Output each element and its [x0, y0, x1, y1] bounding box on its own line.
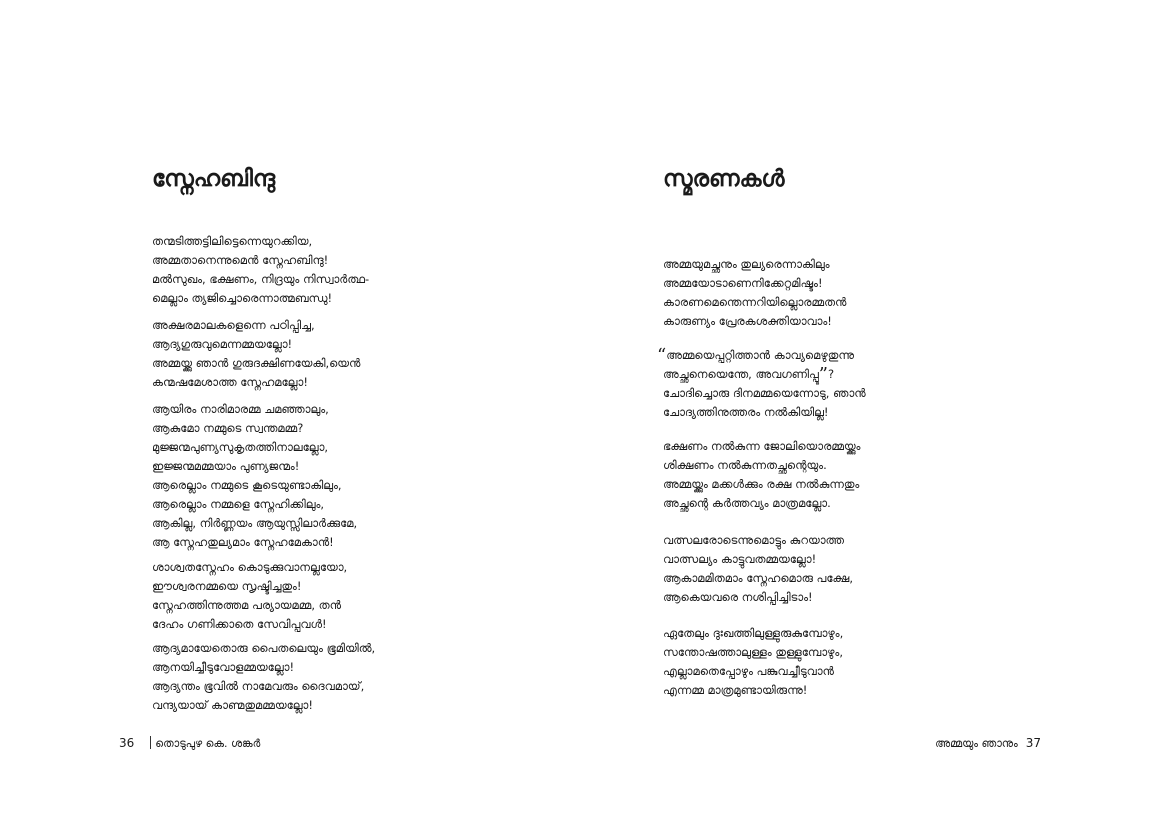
verse-line: ആനയിച്ചീടുവോളമ്മയല്ലോ! — [152, 660, 295, 674]
verse-line: ആകാമമിതമാം സ്നേഹമൊരു പക്ഷേ, — [663, 571, 853, 585]
verse-line: ആരെല്ലാം നമ്മളെ സ്നേഹിക്കിലും, — [152, 497, 325, 511]
stanza — [152, 558, 347, 634]
verse-line: ആകില്ല, നിർണ്ണയം ആയുസ്സിലാർക്കുമേ, — [152, 516, 358, 530]
verse-line: സന്തോഷത്താലുള്ളം തുള്ളുമ്പോഴും, — [663, 645, 844, 659]
verse-line: ചോദിച്ചൊരു ദിനമമ്മയെന്നോടു, ഞാൻ — [663, 386, 866, 400]
verse-line: വത്സലരോടെന്നുമൊട്ടും കുറയാത്ത — [663, 533, 844, 547]
verse-line: മൽസുഖം, ഭക്ഷണം, നിദ്രയും നിസ്വാർത്ഥ- — [152, 272, 370, 286]
stanza — [663, 437, 861, 513]
verse-line: ശിക്ഷണം നൽകുന്നതച്ഛന്റെയും. — [663, 458, 827, 472]
stanza — [152, 639, 375, 715]
stanza — [152, 400, 329, 476]
running-title: അമ്മയും ഞാനും — [935, 737, 1018, 750]
verse-line: ചോദ്യത്തിനുത്തരം നൽകിയില്ല! — [663, 405, 829, 419]
verse-line — [657, 365, 866, 384]
verse-line: അച്ഛന്റെ കർത്തവ്യം മാത്രമല്ലോ. — [663, 496, 831, 510]
footer-divider — [150, 736, 151, 749]
verse-line: ഈശ്വരനമ്മയെ സൃഷ്ടിച്ചതും! — [152, 579, 302, 593]
verse-text: അമ്മയെപ്പറ്റിത്താൻ കാവ്യമെഴുതുന്നു — [666, 348, 854, 362]
stanza — [152, 232, 369, 308]
verse-line: സ്നേഹത്തിന്നുത്തമ പര്യായമമ്മ, തൻ — [152, 598, 342, 612]
verse-line: ആദ്യഗുരുവുമെന്നമ്മയല്ലോ! — [152, 337, 293, 351]
open-quote: “ — [657, 345, 667, 366]
page-number: 36 — [119, 736, 135, 750]
stanza — [152, 476, 357, 552]
verse-line: മുജ്ജന്മപുണ്യസുകൃതത്തിനാലല്ലോ, — [152, 440, 329, 454]
stanza — [657, 346, 866, 422]
verse-line: വന്ദ്യയായ് കാണ്മതുമമ്മയല്ലോ! — [152, 698, 313, 712]
verse-line: ആകുമോ നമ്മുടെ സ്വന്തമമ്മ? — [152, 421, 304, 435]
verse-line: അമ്മയുമച്ഛനും തുല്യരെന്നാകിലും — [663, 257, 830, 271]
verse-line: അക്ഷരമാലകളെന്നെ പഠിപ്പിച്ച, — [152, 318, 315, 332]
close-quote: ” — [818, 364, 828, 385]
verse-text: അച്ഛനെയെന്തേ, അവഗണിപ്പൂ — [663, 367, 819, 381]
verse-line: ദേഹം ഗണിക്കാതെ സേവിപ്പവൾ! — [152, 617, 327, 631]
page-number: 37 — [1025, 736, 1041, 750]
verse-line: ആകെയവരെ നശിപ്പിച്ചിടാം! — [663, 590, 813, 604]
verse-line: ഏതേലും ദുഃഖത്തിലുള്ളുരുകുമ്പോഴും, — [663, 626, 844, 640]
stanza — [663, 624, 843, 700]
verse-line: അമ്മയോടാണെനിക്കേറ്റമിഷ്ടം! — [663, 276, 823, 290]
verse-line: അമ്മയ്ക്കും മക്കൾക്കും രക്ഷ നൽകുന്നതും — [663, 477, 860, 491]
verse-line: വാത്സല്യം കാട്ടുവതമ്മയല്ലോ! — [663, 552, 817, 566]
author-name: തൊടുപുഴ കെ. ശങ്കർ — [155, 737, 261, 750]
poem-title: സ്നേഹബിന്ദു — [152, 165, 276, 192]
verse-line: കന്മഷമേശാത്ത സ്നേഹമല്ലോ! — [152, 375, 308, 389]
poem-title: സ്മരണകൾ — [663, 165, 785, 192]
verse-line: ആരെല്ലാം നമ്മുടെ കൂടെയുണ്ടാകിലും, — [152, 478, 342, 492]
verse-line: തന്മടിത്തട്ടിലിട്ടെന്നെയുറക്കിയ, — [152, 234, 313, 248]
left-page — [0, 0, 584, 826]
verse-line: ശാശ്വതസ്നേഹം കൊടുക്കുവാനല്ലയോ, — [152, 560, 348, 574]
verse-line: ആ സ്നേഹതുല്യമാം സ്നേഹമേകാൻ! — [152, 535, 334, 549]
verse-line: ഭക്ഷണം നൽകുന്ന ജോലിയൊരമ്മയ്ക്കും — [663, 439, 861, 453]
page-footer — [935, 736, 1041, 751]
question-mark: ? — [827, 367, 835, 381]
verse-line: എന്നമ്മ മാത്രമുണ്ടായിരുന്നു! — [663, 683, 808, 697]
stanza — [663, 255, 846, 331]
page-footer — [119, 736, 260, 751]
verse-line — [657, 346, 866, 365]
verse-line: അമ്മതാനെന്നുമെൻ സ്നേഹബിന്ദു! — [152, 253, 329, 267]
right-page — [585, 0, 1169, 826]
verse-line: ഇജ്ജന്മമമ്മയാം പുണ്യജന്മം! — [152, 459, 300, 473]
verse-line: മെല്ലാം ത്യജിച്ചൊരെന്നാത്മബന്ധു! — [152, 291, 333, 305]
verse-line: ആദ്യമായേതൊരു പൈതലെയും ഭൂമിയിൽ, — [152, 641, 376, 655]
stanza — [152, 316, 361, 392]
verse-line: ആദ്യന്തം ഭൂവിൽ നാമേവരും ദൈവമായ്, — [152, 679, 365, 693]
verse-line: കാരണമെന്തെന്നറിയില്ലൊരമ്മതൻ — [663, 295, 847, 309]
verse-line: ആയിരം നാരിമാരമ്മ ചമഞ്ഞാലും, — [152, 402, 329, 416]
verse-line: കാരുണ്യം പ്രേരകശക്തിയാവാം! — [663, 314, 832, 328]
verse-line: അമ്മയ്ക്കു ഞാൻ ഗുരുദക്ഷിണയേകി,യെൻ — [152, 356, 361, 370]
verse-line: എല്ലാമതെപ്പോഴും പങ്കുവച്ചീടുവാൻ — [663, 664, 834, 678]
stanza — [663, 531, 853, 607]
